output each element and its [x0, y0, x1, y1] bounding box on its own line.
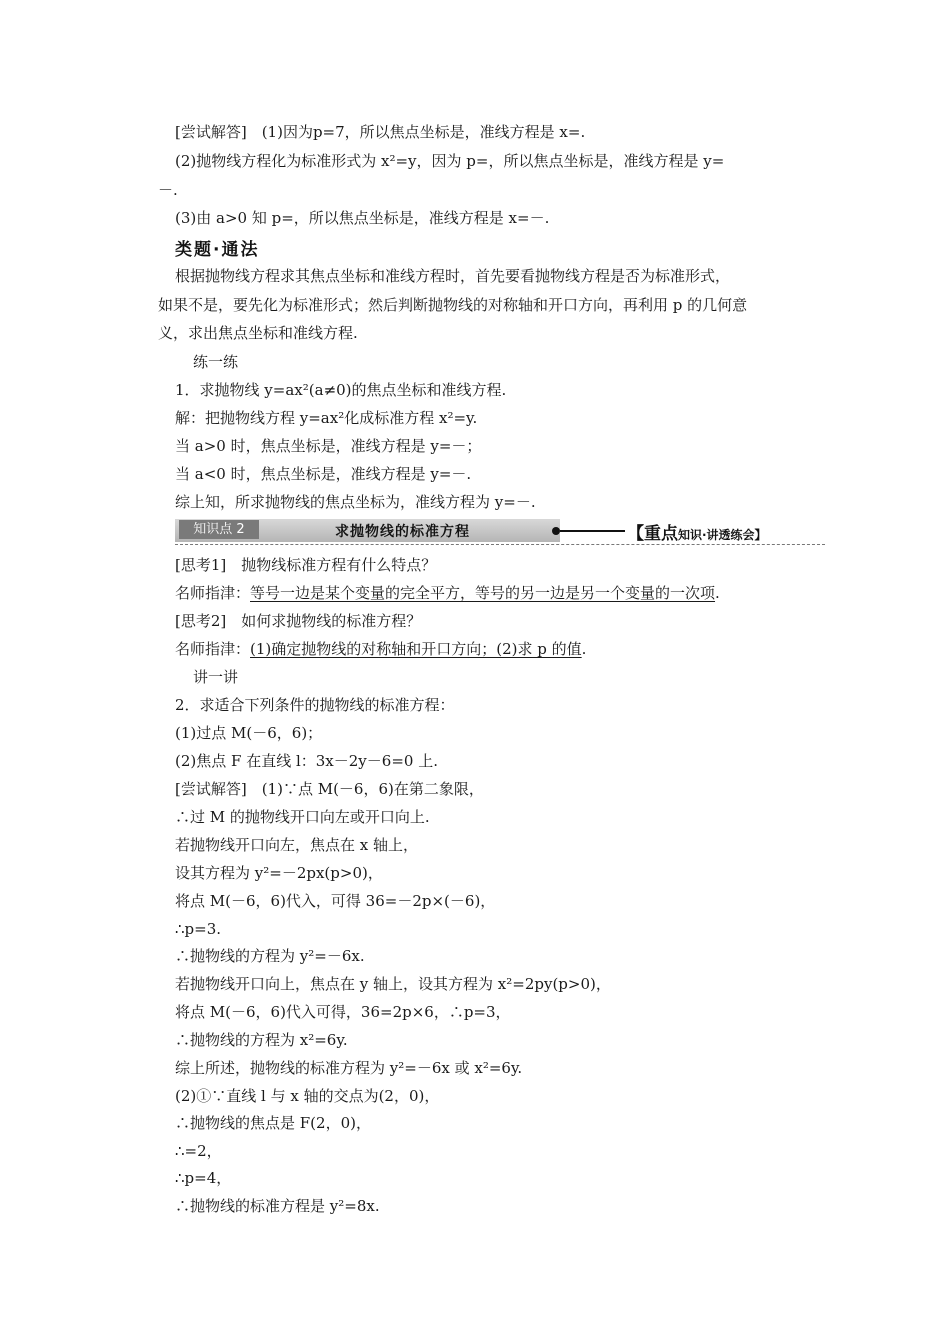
answer-line-13: ∴抛物线的焦点是 F(2，0)， — [175, 1114, 371, 1132]
banner-title: 求抛物线的标准方程 — [335, 524, 470, 540]
think-1-prefix: 名师指津： — [175, 584, 251, 602]
solution-line-3: 当 a<0 时，焦点坐标是，准线方程是 y=－. — [175, 465, 472, 483]
part2-line-b: －. — [158, 181, 178, 199]
section-heading: 类题·通法 — [175, 240, 260, 260]
answer-line-3: 若抛物线开口向左，焦点在 x 轴上， — [175, 836, 418, 854]
solution-line-1: 解：把抛物线方程 y=ax²化成标准方程 x²=y. — [175, 409, 478, 427]
part2-line-a: (2)抛物线方程化为标准形式为 x²=y，因为 p=，所以焦点坐标是，准线方程是 y= — [175, 152, 725, 170]
answer-line-5: 将点 M(－6，6)代入，可得 36=－2p×(－6)， — [175, 892, 496, 910]
method-line-2: 如果不是，要先化为标准形式；然后判断抛物线的对称轴和开口方向，再利用 p 的几何意 — [158, 296, 748, 314]
answer-line-14: ∴=2， — [175, 1142, 222, 1160]
answer-line-10: ∴抛物线的方程为 x²=6y. — [175, 1031, 348, 1049]
answer-line-1: [尝试解答] (1)∵点 M(－6，6)在第二象限， — [175, 780, 484, 798]
knowledge-point-banner — [175, 517, 825, 545]
question-1: 1．求抛物线 y=ax²(a≠0)的焦点坐标和准线方程. — [175, 381, 507, 399]
banner-divider — [560, 530, 625, 532]
question-2-part-1: (1)过点 M(－6，6)； — [175, 724, 323, 742]
banner-key-big: 【重点 — [627, 524, 678, 544]
think-2-end: . — [581, 640, 587, 658]
answer-line-8: 若抛物线开口向上，焦点在 y 轴上，设其方程为 x²=2py(p>0)， — [175, 975, 611, 993]
question-2: 2．求适合下列条件的抛物线的标准方程： — [175, 696, 455, 714]
practice-label: 练一练 — [193, 353, 239, 371]
think-2-question: [思考2] 如何求抛物线的标准方程？ — [175, 612, 422, 630]
answer-line-6: ∴p=3. — [175, 920, 222, 938]
try-answer-line-1: [尝试解答] (1)因为p=7，所以焦点坐标是，准线方程是 x=. — [175, 123, 586, 141]
answer-line-11: 综上所述，抛物线的标准方程为 y²=－6x 或 x²=6y. — [175, 1059, 523, 1077]
answer-line-7: ∴抛物线的方程为 y²=－6x. — [175, 947, 365, 965]
solution-line-2: 当 a>0 时，焦点坐标是，准线方程是 y=－； — [175, 437, 482, 455]
answer-line-9: 将点 M(－6，6)代入可得，36=2p×6，∴p=3， — [175, 1003, 511, 1021]
think-1-question: [思考1] 抛物线标准方程有什么特点？ — [175, 556, 437, 574]
think-1-answer — [175, 583, 720, 603]
banner-key-label — [627, 519, 767, 544]
answer-line-4: 设其方程为 y²=－2px(p>0)， — [175, 864, 383, 882]
think-1-text: 等号一边是某个变量的完全平方，等号的另一边是另一个变量的一次项 — [250, 584, 716, 602]
think-2-prefix: 名师指津： — [175, 640, 251, 658]
lecture-label: 讲一讲 — [193, 668, 239, 686]
answer-line-12: (2)①∵直线 l 与 x 轴的交点为(2，0)， — [175, 1087, 440, 1105]
method-line-3: 义，求出焦点坐标和准线方程. — [158, 324, 358, 342]
answer-line-2: ∴过 M 的抛物线开口向左或开口向上. — [175, 808, 430, 826]
think-2-answer — [175, 639, 586, 659]
part3-line: (3)由 a>0 知 p=，所以焦点坐标是，准线方程是 x=－. — [175, 209, 550, 227]
method-line-1: 根据抛物线方程求其焦点坐标和准线方程时，首先要看抛物线方程是否为标准形式， — [175, 267, 731, 285]
bullet-dot-icon — [552, 527, 560, 535]
banner-tag: 知识点 2 — [179, 520, 259, 539]
question-2-part-2: (2)焦点 F 在直线 l：3x－2y－6=0 上. — [175, 752, 438, 770]
think-1-end: . — [715, 584, 720, 602]
answer-line-16: ∴抛物线的标准方程是 y²=8x. — [175, 1197, 380, 1215]
banner-key-small: 知识·讲透练会】 — [678, 528, 767, 542]
banner-dashed-rule — [175, 544, 825, 545]
answer-line-15: ∴p=4， — [175, 1169, 232, 1187]
think-2-text: (1)确定抛物线的对称轴和开口方向；(2)求 p 的值 — [250, 640, 582, 658]
solution-line-4: 综上知，所求抛物线的焦点坐标为，准线方程为 y=－. — [175, 493, 536, 511]
